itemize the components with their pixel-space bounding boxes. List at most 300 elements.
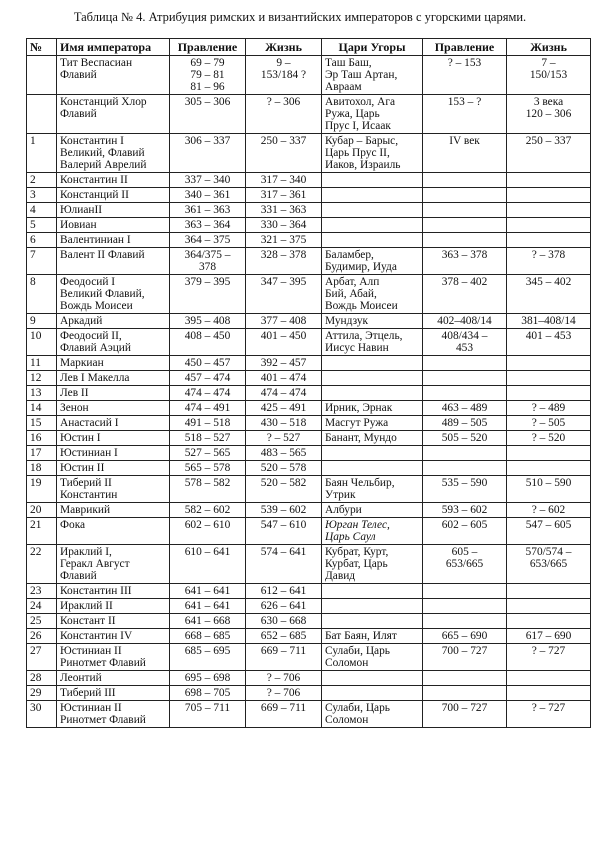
emperor-name-line: Констанций Хлор: [60, 96, 147, 108]
emperor-life-cell: [246, 584, 322, 599]
row-number-cell: [27, 431, 57, 446]
row-number-cell: [27, 446, 57, 461]
emperor-rule-line: 395 – 408: [184, 315, 231, 327]
emperor-name-line: Тит Веспасиан: [60, 57, 133, 69]
emperor-name-cell: [57, 446, 170, 461]
emperor-rule-line: 602 – 610: [184, 519, 231, 531]
emperor-name-line: Флавий: [60, 108, 97, 120]
ugor-king-line: Иисус Навин: [325, 342, 389, 354]
table-row: [27, 503, 591, 518]
emperor-name-line: Константин: [60, 489, 118, 501]
king-life-line: ? – 727: [531, 702, 566, 714]
table-row: [27, 173, 591, 188]
king-rule-cell: [423, 461, 507, 476]
emperor-name-line: Великий Флавий,: [60, 288, 145, 300]
emperor-name-cell: [57, 599, 170, 614]
emperor-rule-line: 81 – 96: [190, 81, 225, 93]
king-rule-line: 408/434 –: [441, 330, 488, 342]
emperor-name-cell: [57, 134, 170, 173]
ugor-king-line: [325, 189, 419, 201]
row-number-cell: [27, 401, 57, 416]
emperor-name-line: Иовиан: [60, 219, 97, 231]
king-rule-cell: [423, 356, 507, 371]
emperor-rule-line: 340 – 361: [184, 189, 231, 201]
emperor-name-cell: [57, 356, 170, 371]
king-life-cell: [507, 203, 591, 218]
ugor-king-line: Давид: [325, 570, 356, 582]
king-rule-line: 605 –: [451, 546, 478, 558]
king-life-cell: [507, 134, 591, 173]
emperor-life-cell: [246, 686, 322, 701]
emperor-life-line: ? – 706: [266, 672, 301, 684]
emperor-rule-cell: [170, 314, 246, 329]
emperor-rule-line: 641 – 668: [184, 615, 231, 627]
emperor-life-cell: [246, 518, 322, 545]
king-rule-cell: [423, 629, 507, 644]
ugor-king-line: Соломон: [325, 714, 369, 726]
king-life-line: 345 – 402: [525, 276, 572, 288]
emperor-life-cell: [246, 188, 322, 203]
emperor-life-line: 321 – 375: [260, 234, 307, 246]
table-row: [27, 614, 591, 629]
king-life-cell: [507, 644, 591, 671]
row-number: 21: [30, 519, 42, 531]
king-life-line: 3 века: [533, 96, 564, 108]
table-row: [27, 248, 591, 275]
king-life-line: ? – 520: [531, 432, 566, 444]
emperor-name-cell: [57, 371, 170, 386]
ugor-king-line: Албури: [325, 504, 362, 516]
ugor-king-cell: [322, 599, 423, 614]
row-number-cell: [27, 503, 57, 518]
king-rule-cell: [423, 248, 507, 275]
emperor-rule-line: 361 – 363: [184, 204, 231, 216]
table-row: [27, 644, 591, 671]
emperor-rule-cell: [170, 461, 246, 476]
king-life-cell: [507, 248, 591, 275]
emperor-rule-line: 641 – 641: [184, 585, 231, 597]
emperor-name-cell: [57, 644, 170, 671]
ugor-king-cell: [322, 584, 423, 599]
emperor-rule-line: 474 – 474: [184, 387, 231, 399]
row-number-cell: [27, 371, 57, 386]
ugor-king-cell: [322, 356, 423, 371]
emperor-life-line: 430 – 518: [260, 417, 307, 429]
king-life-cell: [507, 401, 591, 416]
ugor-king-line: [325, 219, 419, 231]
ugor-king-cell: [322, 203, 423, 218]
king-life-line: 7 –: [541, 57, 556, 69]
ugor-king-cell: [322, 614, 423, 629]
king-rule-cell: [423, 446, 507, 461]
row-number-cell: [27, 476, 57, 503]
row-number: 29: [30, 687, 42, 699]
emperor-life-line: 669 – 711: [260, 702, 307, 714]
king-life-cell: [507, 629, 591, 644]
row-number-cell: [27, 614, 57, 629]
king-life-cell: [507, 173, 591, 188]
king-life-line: [510, 204, 587, 216]
row-number: 18: [30, 462, 42, 474]
emperor-name-line: Ираклий II: [60, 600, 113, 612]
king-rule-line: 453: [455, 342, 474, 354]
emperor-life-cell: [246, 356, 322, 371]
emperor-life-cell: [246, 599, 322, 614]
row-number-cell: [27, 386, 57, 401]
emperor-rule-line: 527 – 565: [184, 447, 231, 459]
king-life-line: 570/574 –: [525, 546, 572, 558]
emperor-name-line: ЮлианII: [60, 204, 103, 216]
emperor-rule-cell: [170, 329, 246, 356]
ugor-king-cell: [322, 701, 423, 728]
emperor-rule-cell: [170, 476, 246, 503]
king-life-cell: [507, 233, 591, 248]
table-row: [27, 461, 591, 476]
table-row: [27, 233, 591, 248]
emperor-name-cell: [57, 476, 170, 503]
ugor-king-cell: [322, 134, 423, 173]
king-rule-line: [426, 672, 503, 684]
king-life-line: [510, 585, 587, 597]
ugor-king-line: Эр Таш Артан,: [325, 69, 398, 81]
ugor-king-line: Вождь Моисеи: [325, 300, 398, 312]
table-row: [27, 701, 591, 728]
emperor-name-line: Юстин II: [60, 462, 105, 474]
table-row: [27, 371, 591, 386]
emperor-rule-cell: [170, 584, 246, 599]
row-number: 8: [30, 276, 36, 288]
row-number: 30: [30, 702, 42, 714]
emperor-life-cell: [246, 371, 322, 386]
row-number: 2: [30, 174, 36, 186]
emperor-name-cell: [57, 671, 170, 686]
emperor-life-cell: [246, 203, 322, 218]
emperor-rule-line: 705 – 711: [184, 702, 231, 714]
king-life-cell: [507, 446, 591, 461]
king-rule-cell: [423, 599, 507, 614]
emperor-life-line: 377 – 408: [260, 315, 307, 327]
emperor-rule-cell: [170, 518, 246, 545]
table-row: [27, 629, 591, 644]
emperor-life-line: 520 – 578: [260, 462, 307, 474]
king-life-cell: [507, 503, 591, 518]
row-number-cell: [27, 416, 57, 431]
row-number: 3: [30, 189, 36, 201]
emperor-name-line: Константин III: [60, 585, 132, 597]
king-life-cell: [507, 356, 591, 371]
row-number: 24: [30, 600, 42, 612]
ugor-king-line: Авраам: [325, 81, 362, 93]
emperor-rule-line: 337 – 340: [184, 174, 231, 186]
emperor-name-cell: [57, 386, 170, 401]
ugor-king-line: [325, 204, 419, 216]
table-row: [27, 476, 591, 503]
emperor-rule-cell: [170, 416, 246, 431]
col-header-life: Жизнь: [246, 39, 322, 56]
emperor-life-line: 392 – 457: [260, 357, 307, 369]
table-row: [27, 545, 591, 584]
emperor-life-line: 520 – 582: [260, 477, 307, 489]
ugor-king-cell: [322, 233, 423, 248]
emperor-name-line: Валерий Аврелий: [60, 159, 147, 171]
king-rule-line: 535 – 590: [441, 477, 488, 489]
emperor-name-cell: [57, 614, 170, 629]
emperor-rule-cell: [170, 173, 246, 188]
emperor-rule-cell: [170, 401, 246, 416]
table-body: [27, 56, 591, 728]
king-life-line: ? – 602: [531, 504, 566, 516]
row-number-cell: [27, 233, 57, 248]
emperor-name-line: Юстин I: [60, 432, 101, 444]
emperor-name-cell: [57, 233, 170, 248]
row-number-cell: [27, 56, 57, 95]
king-rule-line: 593 – 602: [441, 504, 488, 516]
emperor-name-line: Флавий: [60, 69, 97, 81]
ugor-king-cell: [322, 446, 423, 461]
emperor-life-cell: [246, 476, 322, 503]
emperor-rule-cell: [170, 686, 246, 701]
row-number: 10: [30, 330, 42, 342]
emperor-life-line: ? – 527: [266, 432, 301, 444]
king-life-cell: [507, 218, 591, 233]
emperor-rule-cell: [170, 644, 246, 671]
emperor-life-line: 401 – 474: [260, 372, 307, 384]
row-number-cell: [27, 599, 57, 614]
ugor-king-line: Будимир, Иуда: [325, 261, 397, 273]
emperor-name-line: Лев I Макелла: [60, 372, 130, 384]
emperor-life-cell: [246, 416, 322, 431]
emperor-name-cell: [57, 329, 170, 356]
king-life-cell: [507, 95, 591, 134]
emperor-rule-cell: [170, 188, 246, 203]
ugor-king-line: Сулаби, Царь: [325, 645, 391, 657]
ugor-king-cell: [322, 173, 423, 188]
table-row: [27, 584, 591, 599]
ugor-king-line: Курбат, Царь: [325, 558, 388, 570]
emperor-life-line: 331 – 363: [260, 204, 307, 216]
table-row: [27, 518, 591, 545]
emperor-rule-cell: [170, 386, 246, 401]
emperor-name-line: Константин IV: [60, 630, 133, 642]
emperor-life-cell: [246, 629, 322, 644]
row-number-cell: [27, 701, 57, 728]
row-number: 9: [30, 315, 36, 327]
king-rule-cell: [423, 56, 507, 95]
emperor-life-cell: [246, 233, 322, 248]
king-rule-cell: [423, 671, 507, 686]
ugor-king-line: Прус I, Исаак: [325, 120, 391, 132]
king-rule-line: [426, 204, 503, 216]
emperor-life-cell: [246, 461, 322, 476]
row-number: 25: [30, 615, 42, 627]
king-rule-line: [426, 357, 503, 369]
row-number-cell: [27, 629, 57, 644]
emperor-name-cell: [57, 461, 170, 476]
ugor-king-line: Царь Саул: [325, 531, 376, 543]
emperor-rule-cell: [170, 233, 246, 248]
col-header-emperor: Имя императора: [57, 39, 170, 56]
ugor-king-cell: [322, 545, 423, 584]
emperor-name-line: Маркиан: [60, 357, 104, 369]
ugor-king-line: [325, 462, 419, 474]
king-life-line: 250 – 337: [525, 135, 572, 147]
emperor-name-cell: [57, 686, 170, 701]
king-life-line: [510, 600, 587, 612]
ugor-king-line: Бий, Абай,: [325, 288, 377, 300]
row-number-cell: [27, 188, 57, 203]
ugor-king-line: [325, 585, 419, 597]
ugor-king-line: Ружа, Царь: [325, 108, 380, 120]
emperor-rule-line: 79 – 81: [190, 69, 225, 81]
king-rule-cell: [423, 314, 507, 329]
emperor-name-cell: [57, 314, 170, 329]
emperor-name-line: Тиберий III: [60, 687, 116, 699]
emperor-life-line: 574 – 641: [260, 546, 307, 558]
king-rule-cell: [423, 371, 507, 386]
emperor-rule-line: 306 – 337: [184, 135, 231, 147]
table-row: [27, 275, 591, 314]
ugor-king-line: Мундзук: [325, 315, 369, 327]
table-row: [27, 401, 591, 416]
emperor-name-line: Валентиниан I: [60, 234, 131, 246]
king-life-cell: [507, 671, 591, 686]
ugor-king-cell: [322, 56, 423, 95]
ugor-king-cell: [322, 461, 423, 476]
emperor-name-line: Флавий Аэций: [60, 342, 131, 354]
col-header-rule: Правление: [170, 39, 246, 56]
table-row: [27, 95, 591, 134]
king-rule-cell: [423, 431, 507, 446]
emperor-name-line: Констант II: [60, 615, 116, 627]
ugor-king-cell: [322, 671, 423, 686]
ugor-king-line: Масгут Ружа: [325, 417, 389, 429]
row-number: 14: [30, 402, 42, 414]
emperor-rule-line: 457 – 474: [184, 372, 231, 384]
ugor-king-line: [325, 600, 419, 612]
row-number-cell: [27, 275, 57, 314]
king-life-line: [510, 687, 587, 699]
emperor-rule-line: 450 – 457: [184, 357, 231, 369]
ugor-king-cell: [322, 686, 423, 701]
emperor-name-line: Лев II: [60, 387, 89, 399]
emperor-rule-line: 364 – 375: [184, 234, 231, 246]
king-life-cell: [507, 584, 591, 599]
king-rule-cell: [423, 95, 507, 134]
row-number: 23: [30, 585, 42, 597]
table-row: [27, 599, 591, 614]
row-number: 26: [30, 630, 42, 642]
row-number-cell: [27, 248, 57, 275]
king-rule-cell: [423, 401, 507, 416]
col-header-king-rule: Правление: [423, 39, 507, 56]
king-rule-cell: [423, 275, 507, 314]
ugor-king-line: [325, 615, 419, 627]
row-number: 7: [30, 249, 36, 261]
emperor-rule-line: 364/375 –: [184, 249, 231, 261]
emperor-name-line: Зенон: [60, 402, 89, 414]
king-rule-cell: [423, 545, 507, 584]
king-life-line: [510, 447, 587, 459]
king-rule-cell: [423, 416, 507, 431]
king-life-cell: [507, 431, 591, 446]
emperor-life-line: 401 – 450: [260, 330, 307, 342]
ugor-king-cell: [322, 476, 423, 503]
ugor-king-line: [325, 372, 419, 384]
emperor-rule-line: 378: [198, 261, 217, 273]
king-rule-line: 505 – 520: [441, 432, 488, 444]
row-number: 12: [30, 372, 42, 384]
emperor-life-line: 425 – 491: [260, 402, 307, 414]
emperor-life-cell: [246, 431, 322, 446]
emperor-name-cell: [57, 203, 170, 218]
emperor-rule-line: 610 – 641: [184, 546, 231, 558]
king-rule-cell: [423, 386, 507, 401]
king-life-line: [510, 615, 587, 627]
row-number-cell: [27, 461, 57, 476]
emperor-name-line: Флавий: [60, 570, 97, 582]
emperor-rule-cell: [170, 95, 246, 134]
emperor-life-line: 652 – 685: [260, 630, 307, 642]
king-life-line: 381–408/14: [521, 315, 576, 327]
emperor-life-line: 612 – 641: [260, 585, 307, 597]
emperor-name-line: Леонтий: [60, 672, 102, 684]
emperor-name-cell: [57, 401, 170, 416]
row-number: 6: [30, 234, 36, 246]
row-number-cell: [27, 218, 57, 233]
emperor-name-cell: [57, 173, 170, 188]
table-row: [27, 203, 591, 218]
emperor-rule-line: 565 – 578: [184, 462, 231, 474]
emperor-rule-line: 698 – 705: [184, 687, 231, 699]
king-rule-line: [426, 219, 503, 231]
emperor-name-line: Феодосий II,: [60, 330, 122, 342]
king-life-line: [510, 234, 587, 246]
emperor-life-cell: [246, 173, 322, 188]
king-rule-cell: [423, 476, 507, 503]
king-life-line: [510, 372, 587, 384]
ugor-king-line: [325, 387, 419, 399]
ugor-king-line: Ирник, Эрнак: [325, 402, 393, 414]
ugor-king-line: Утрик: [325, 489, 356, 501]
king-life-cell: [507, 518, 591, 545]
ugor-king-cell: [322, 218, 423, 233]
emperor-name-cell: [57, 629, 170, 644]
emperor-name-cell: [57, 218, 170, 233]
ugor-king-line: Соломон: [325, 657, 369, 669]
table-row: [27, 314, 591, 329]
emperor-rule-line: 363 – 364: [184, 219, 231, 231]
emperor-name-line: Константин II: [60, 174, 128, 186]
emperor-life-line: 328 – 378: [260, 249, 307, 261]
emperor-name-line: Великий, Флавий: [60, 147, 145, 159]
emperor-rule-line: 69 – 79: [190, 57, 225, 69]
ugor-king-cell: [322, 248, 423, 275]
emperor-life-line: 630 – 668: [260, 615, 307, 627]
king-rule-line: 378 – 402: [441, 276, 488, 288]
emperor-rule-line: 491 – 518: [184, 417, 231, 429]
emperor-life-line: ? – 706: [266, 687, 301, 699]
ugor-king-line: [325, 357, 419, 369]
row-number-cell: [27, 203, 57, 218]
emperor-life-line: 474 – 474: [260, 387, 307, 399]
emperor-life-cell: [246, 218, 322, 233]
king-rule-line: 653/665: [445, 558, 484, 570]
row-number-cell: [27, 644, 57, 671]
king-rule-cell: [423, 584, 507, 599]
row-number-cell: [27, 173, 57, 188]
ugor-king-line: Кубрат, Курт,: [325, 546, 389, 558]
table-row: [27, 386, 591, 401]
